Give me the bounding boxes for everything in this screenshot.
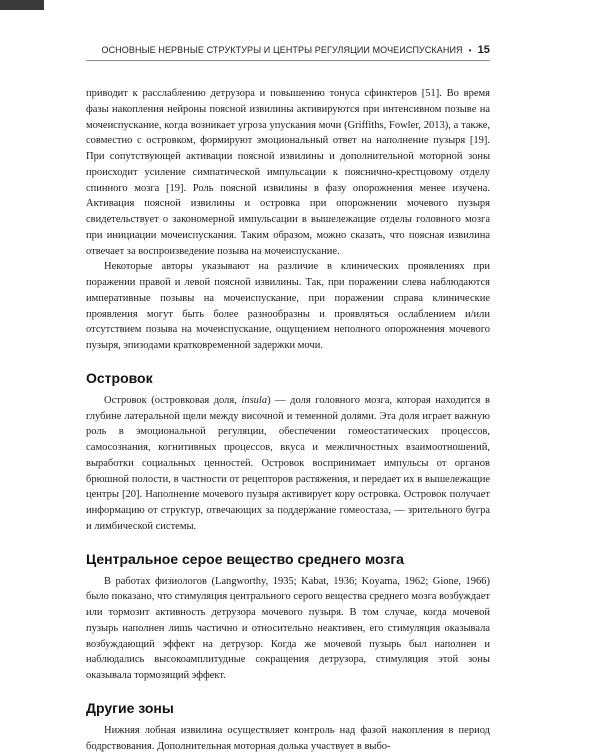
paragraph-periaqueductal-gray: В работах физиологов (Langworthy, 1935; Kabat, 1936; Koyama, 1962; Gione, 1966) было показано, что стимуляция центрального серого вещества среднего мозга возбуждает или тормозит активность детрузора мочевого пузыря. В том случае, когда мочевой пузырь наполнен лишь частично и относительно неактивен, его стимуляция оказывала возбуждающий эффект на детрузор. Когда же мочевой пузырь был наполнен и наблюдались высокоамплитудные сокращения детрузора, стимуляция этой зоны оказывала тормозящий эффект. <box>86 575 490 681</box>
paragraph-insula <box>86 393 490 535</box>
corner-mark <box>0 0 44 10</box>
paragraph-cingulate-lateralization: Некоторые авторы указывают на различие в клинических проявлениях при поражении правой и левой поясной извилины. Так, при поражении слева наблюдаются императивные позывы на мочеиспускание, при поражении справа клинические проявления могут быть более разнообразны и проявляться ослаблением и/или отсутствием позыва на мочеиспускание, ощущением неполного опорожнения мочевого пузыря, эпизодами кратковременной задержки мочи. <box>86 261 490 351</box>
header-separator: • <box>468 46 472 55</box>
heading-insula: Островок <box>86 369 153 386</box>
heading-periaqueductal-gray: Центральное серое вещество среднего мозга <box>86 550 404 567</box>
running-title: ОСНОВНЫЕ НЕРВНЫЕ СТРУКТУРЫ И ЦЕНТРЫ РЕГУЛЯЦИИ МОЧЕИСПУСКАНИЯ <box>101 45 463 55</box>
running-header <box>86 44 490 61</box>
page-number: 15 <box>477 44 490 56</box>
paragraph-cingulate-continued: приводит к расслаблению детрузора и повышению тонуса сфинктеров [51]. Во время фазы накопления нейроны поясной извилины активируются при интенсивном позыве на мочеиспускание, когда возникает угроза упускания мочи (Griffiths, Fowler, 2013), а также, совместно с островком, формируют эмоциональный ответ на наполнение пузыря [19]. При сопутствующей активации поясной извилины и дополнительной моторной зоны происходит усиление симпатической импульсации к пояснично-крестцовому отделу спинного мозга [19]. Роль поясной извилины в фазу опорожнения менее изучена. Активация поясной извилины и островка при опорожнении мочевого пузыря свидетельствует о закономерной импульсации в вышележащие отделы головного мозга при инициации мочеиспускания. Таким образом, можно сказать, что поясная извилина отвечает за воспроизведение позыва на мочеиспускание. <box>86 88 490 257</box>
heading-other-zones: Другие зоны <box>86 699 174 716</box>
text-column <box>86 86 490 754</box>
insula-text-end: ) — доля головного мозга, которая находится в глубине латеральной щели между височной и теменной долями. Эта доля играет важную роль в эмоциональной регуляции, обеспечении гомеостатических процессов, самосознания, когнитивных процессов, вкуса и межличностных взаимоотношений, выработки социальных ценностей. Островок воспринимает импульсы от органов брюшной полости, в частности от рецепторов растяжения, и передает их в вышележащие центры [20]. Наполнение мочевого пузыря активирует кору островка. Островок получает информацию от структур, отвечающих за поддержание гомеостаза, — зрительного бугра и лимбической системы. <box>86 394 490 532</box>
insula-text-start: Островок (островковая доля, <box>104 394 242 406</box>
insula-latin-term: insula <box>241 394 268 406</box>
paragraph-other-zones: Нижняя лобная извилина осуществляет контроль над фазой накопления в период бодрствования. Дополнительная моторная долька участвует в выбо- <box>86 724 490 752</box>
